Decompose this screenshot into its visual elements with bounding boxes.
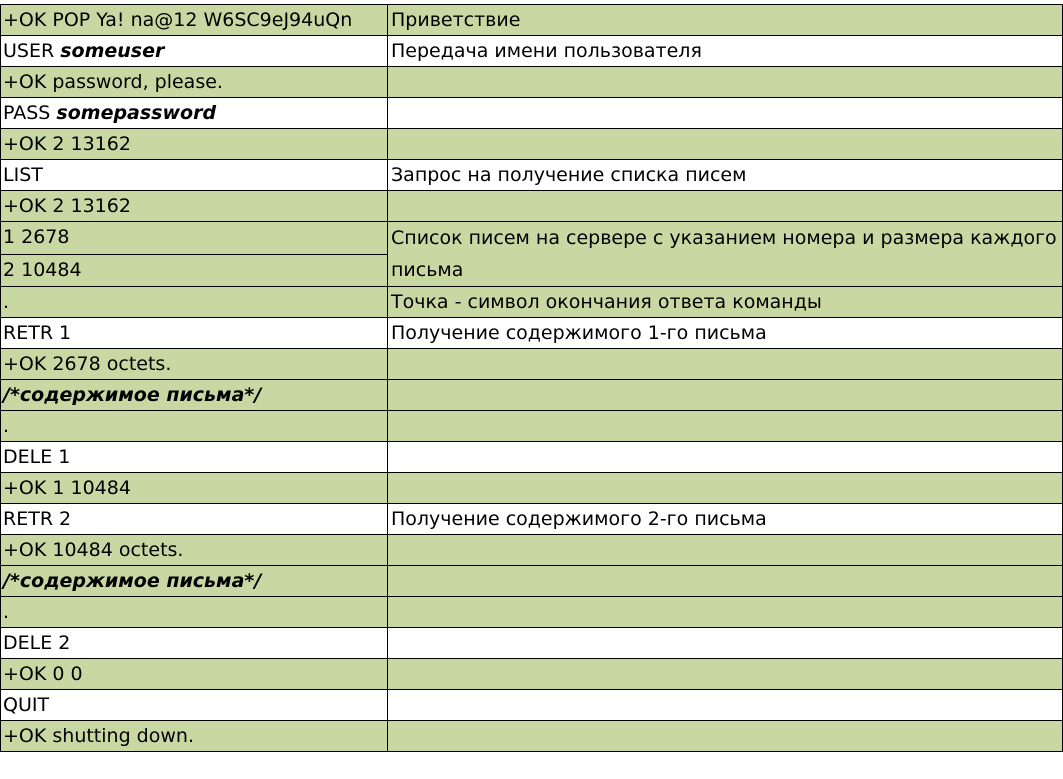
table-row (1, 129, 1063, 160)
description-cell (388, 129, 1063, 160)
command-cell (1, 36, 388, 67)
command-cell: . (1, 597, 388, 628)
command-cell: . (1, 411, 388, 442)
description-cell: Приветствие (388, 5, 1063, 36)
command-cell: +OK POP Ya! na@12 W6SC9eJ94uQn (1, 5, 388, 36)
description-cell (388, 628, 1063, 659)
table-row (1, 349, 1063, 380)
command-cell: 1 2678 (1, 222, 388, 255)
description-cell (388, 659, 1063, 690)
command-cell: +OK 0 0 (1, 659, 388, 690)
table-row (1, 504, 1063, 535)
description-cell (388, 98, 1063, 129)
table-row (1, 473, 1063, 504)
command-cell: +OK 2 13162 (1, 191, 388, 222)
table-row (1, 597, 1063, 628)
description-cell (388, 67, 1063, 98)
description-cell: Получение содержимого 2-го письма (388, 504, 1063, 535)
table-row (1, 287, 1063, 318)
command-cell: RETR 2 (1, 504, 388, 535)
command-cell: +OK 10484 octets. (1, 535, 388, 566)
command-keyword: USER (3, 39, 61, 62)
command-cell: LIST (1, 160, 388, 191)
command-cell: +OK 2678 octets. (1, 349, 388, 380)
table-row (1, 442, 1063, 473)
command-keyword: PASS (3, 101, 57, 124)
command-cell: /*содержимое письма*/ (1, 380, 388, 411)
description-cell (388, 349, 1063, 380)
command-cell: . (1, 287, 388, 318)
command-cell: DELE 1 (1, 442, 388, 473)
command-argument: somepassword (56, 101, 217, 124)
description-cell (388, 721, 1063, 752)
table-row (1, 535, 1063, 566)
description-cell: Запрос на получение списка писем (388, 160, 1063, 191)
command-cell: 2 10484 (1, 254, 388, 287)
table-row (1, 191, 1063, 222)
description-cell (388, 473, 1063, 504)
description-cell (388, 690, 1063, 721)
description-cell (388, 191, 1063, 222)
description-cell (388, 411, 1063, 442)
command-cell: RETR 1 (1, 318, 388, 349)
command-cell (1, 98, 388, 129)
description-cell: Список писем на сервере с указанием номера и размера каждого письма (388, 222, 1063, 287)
table-row (1, 628, 1063, 659)
command-argument: someuser (60, 39, 165, 62)
command-cell: /*содержимое письма*/ (1, 566, 388, 597)
table-row (1, 659, 1063, 690)
table-row (1, 690, 1063, 721)
description-cell: Получение содержимого 1-го письма (388, 318, 1063, 349)
table-row (1, 721, 1063, 752)
description-cell (388, 442, 1063, 473)
description-cell (388, 380, 1063, 411)
table-row (1, 566, 1063, 597)
table-row (1, 222, 1063, 255)
table-row (1, 318, 1063, 349)
table-row (1, 5, 1063, 36)
table-row (1, 98, 1063, 129)
description-cell: Точка - символ окончания ответа команды (388, 287, 1063, 318)
table-row (1, 380, 1063, 411)
command-cell: +OK 2 13162 (1, 129, 388, 160)
table-row (1, 67, 1063, 98)
table-row (1, 411, 1063, 442)
command-cell: +OK password, please. (1, 67, 388, 98)
table-row (1, 160, 1063, 191)
command-cell: QUIT (1, 690, 388, 721)
description-cell: Передача имени пользователя (388, 36, 1063, 67)
description-cell (388, 597, 1063, 628)
command-cell: +OK shutting down. (1, 721, 388, 752)
pop3-session-table (0, 4, 1063, 752)
description-cell (388, 535, 1063, 566)
command-cell: DELE 2 (1, 628, 388, 659)
command-cell: +OK 1 10484 (1, 473, 388, 504)
table-row (1, 36, 1063, 67)
description-cell (388, 566, 1063, 597)
